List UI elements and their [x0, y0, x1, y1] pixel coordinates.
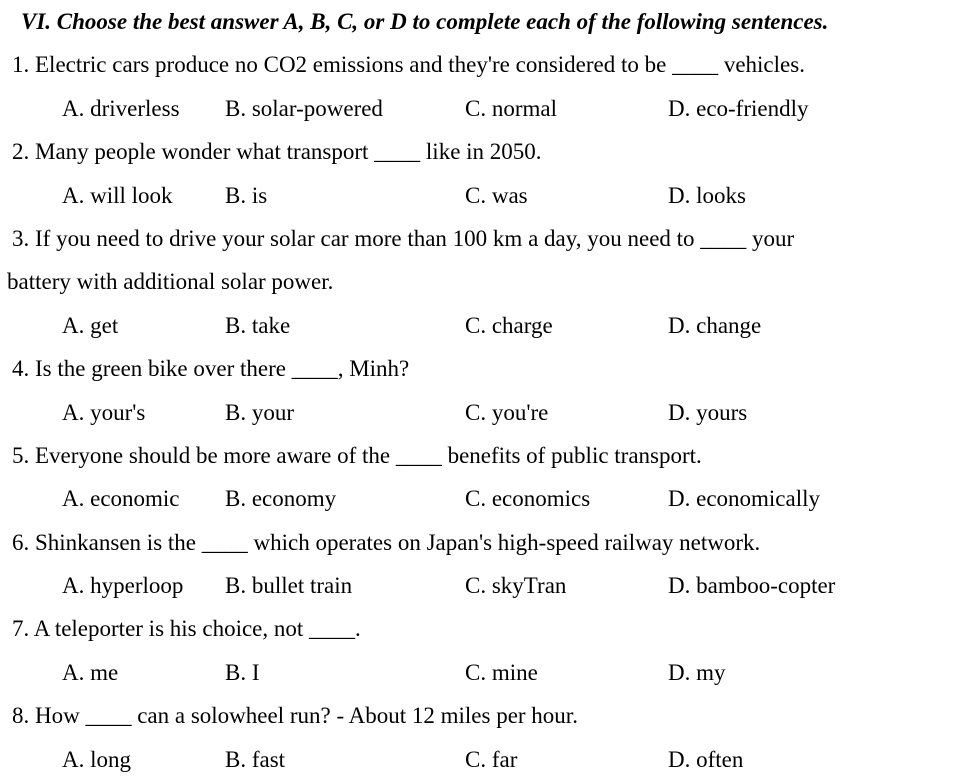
question-2-option-a: A. will look	[62, 182, 173, 208]
question-8-option-b: B. fast	[225, 746, 286, 772]
question-7-option-b: B. I	[225, 659, 260, 685]
question-4-option-d: D. yours	[668, 399, 748, 425]
question-3-option-b: B. take	[225, 312, 291, 338]
question-3-options-row	[0, 304, 954, 347]
question-8-text: 8. How ____ can a solowheel run? - About 12 miles per hour.	[12, 703, 578, 729]
question-5-option-c: C. economics	[465, 486, 591, 512]
question-2-options-row	[0, 174, 954, 217]
question-8-option-d: D. often	[668, 746, 744, 772]
question-3-option-c: C. charge	[465, 312, 553, 338]
question-2-option-c: C. was	[465, 182, 528, 208]
question-8-option-a: A. long	[62, 746, 131, 772]
question-7-option-a: A. me	[62, 659, 119, 685]
question-2-text: 2. Many people wonder what transport ____ like in 2050.	[12, 139, 542, 165]
question-7-option-d: D. my	[668, 659, 726, 685]
question-1-options-row	[0, 87, 954, 130]
question-1-option-b: B. solar-powered	[225, 95, 383, 121]
question-7-options-row	[0, 651, 954, 694]
question-6-option-a: A. hyperloop	[62, 573, 184, 599]
question-6-option-c: C. skyTran	[465, 573, 567, 599]
question-5-option-b: B. economy	[225, 486, 337, 512]
question-2-option-b: B. is	[225, 182, 268, 208]
question-8-options-row	[0, 738, 954, 781]
question-6-options-row	[0, 564, 954, 607]
question-3-text-line-1: 3. If you need to drive your solar car more than 100 km a day, you need to ____ your	[12, 225, 795, 251]
section-heading: VI. Choose the best answer A, B, C, or D to complete each of the following sentences.	[21, 9, 829, 34]
question-2-option-d: D. looks	[668, 182, 746, 208]
question-1-option-c: C. normal	[465, 95, 557, 121]
question-4-option-c: C. you're	[465, 399, 549, 425]
question-5-text: 5. Everyone should be more aware of the ____ benefits of public transport.	[12, 442, 702, 468]
question-1-option-a: A. driverless	[62, 95, 180, 121]
question-4-options-row	[0, 391, 954, 434]
question-7-option-c: C. mine	[465, 659, 538, 685]
question-6-option-d: D. bamboo-copter	[668, 573, 836, 599]
question-4-option-b: B. your	[225, 399, 294, 425]
question-3-option-a: A. get	[62, 312, 119, 338]
question-7-text: 7. A teleporter is his choice, not ____.	[12, 616, 361, 642]
question-3-text-line-2: battery with additional solar power.	[7, 269, 334, 295]
question-1-option-d: D. eco-friendly	[668, 95, 809, 121]
question-6-text: 6. Shinkansen is the ____ which operates on Japan's high-speed railway network.	[12, 529, 761, 555]
question-4-text: 4. Is the green bike over there ____, Minh?	[12, 356, 410, 382]
question-6-option-b: B. bullet train	[225, 573, 353, 599]
question-1-text: 1. Electric cars produce no CO2 emissions and they're considered to be ____ vehicles.	[12, 52, 805, 78]
question-3-option-d: D. change	[668, 312, 762, 338]
question-4-option-a: A. your's	[62, 399, 146, 425]
question-8-option-c: C. far	[465, 746, 518, 772]
question-5-options-row	[0, 477, 954, 520]
question-5-option-d: D. economically	[668, 486, 821, 512]
question-5-option-a: A. economic	[62, 486, 180, 512]
